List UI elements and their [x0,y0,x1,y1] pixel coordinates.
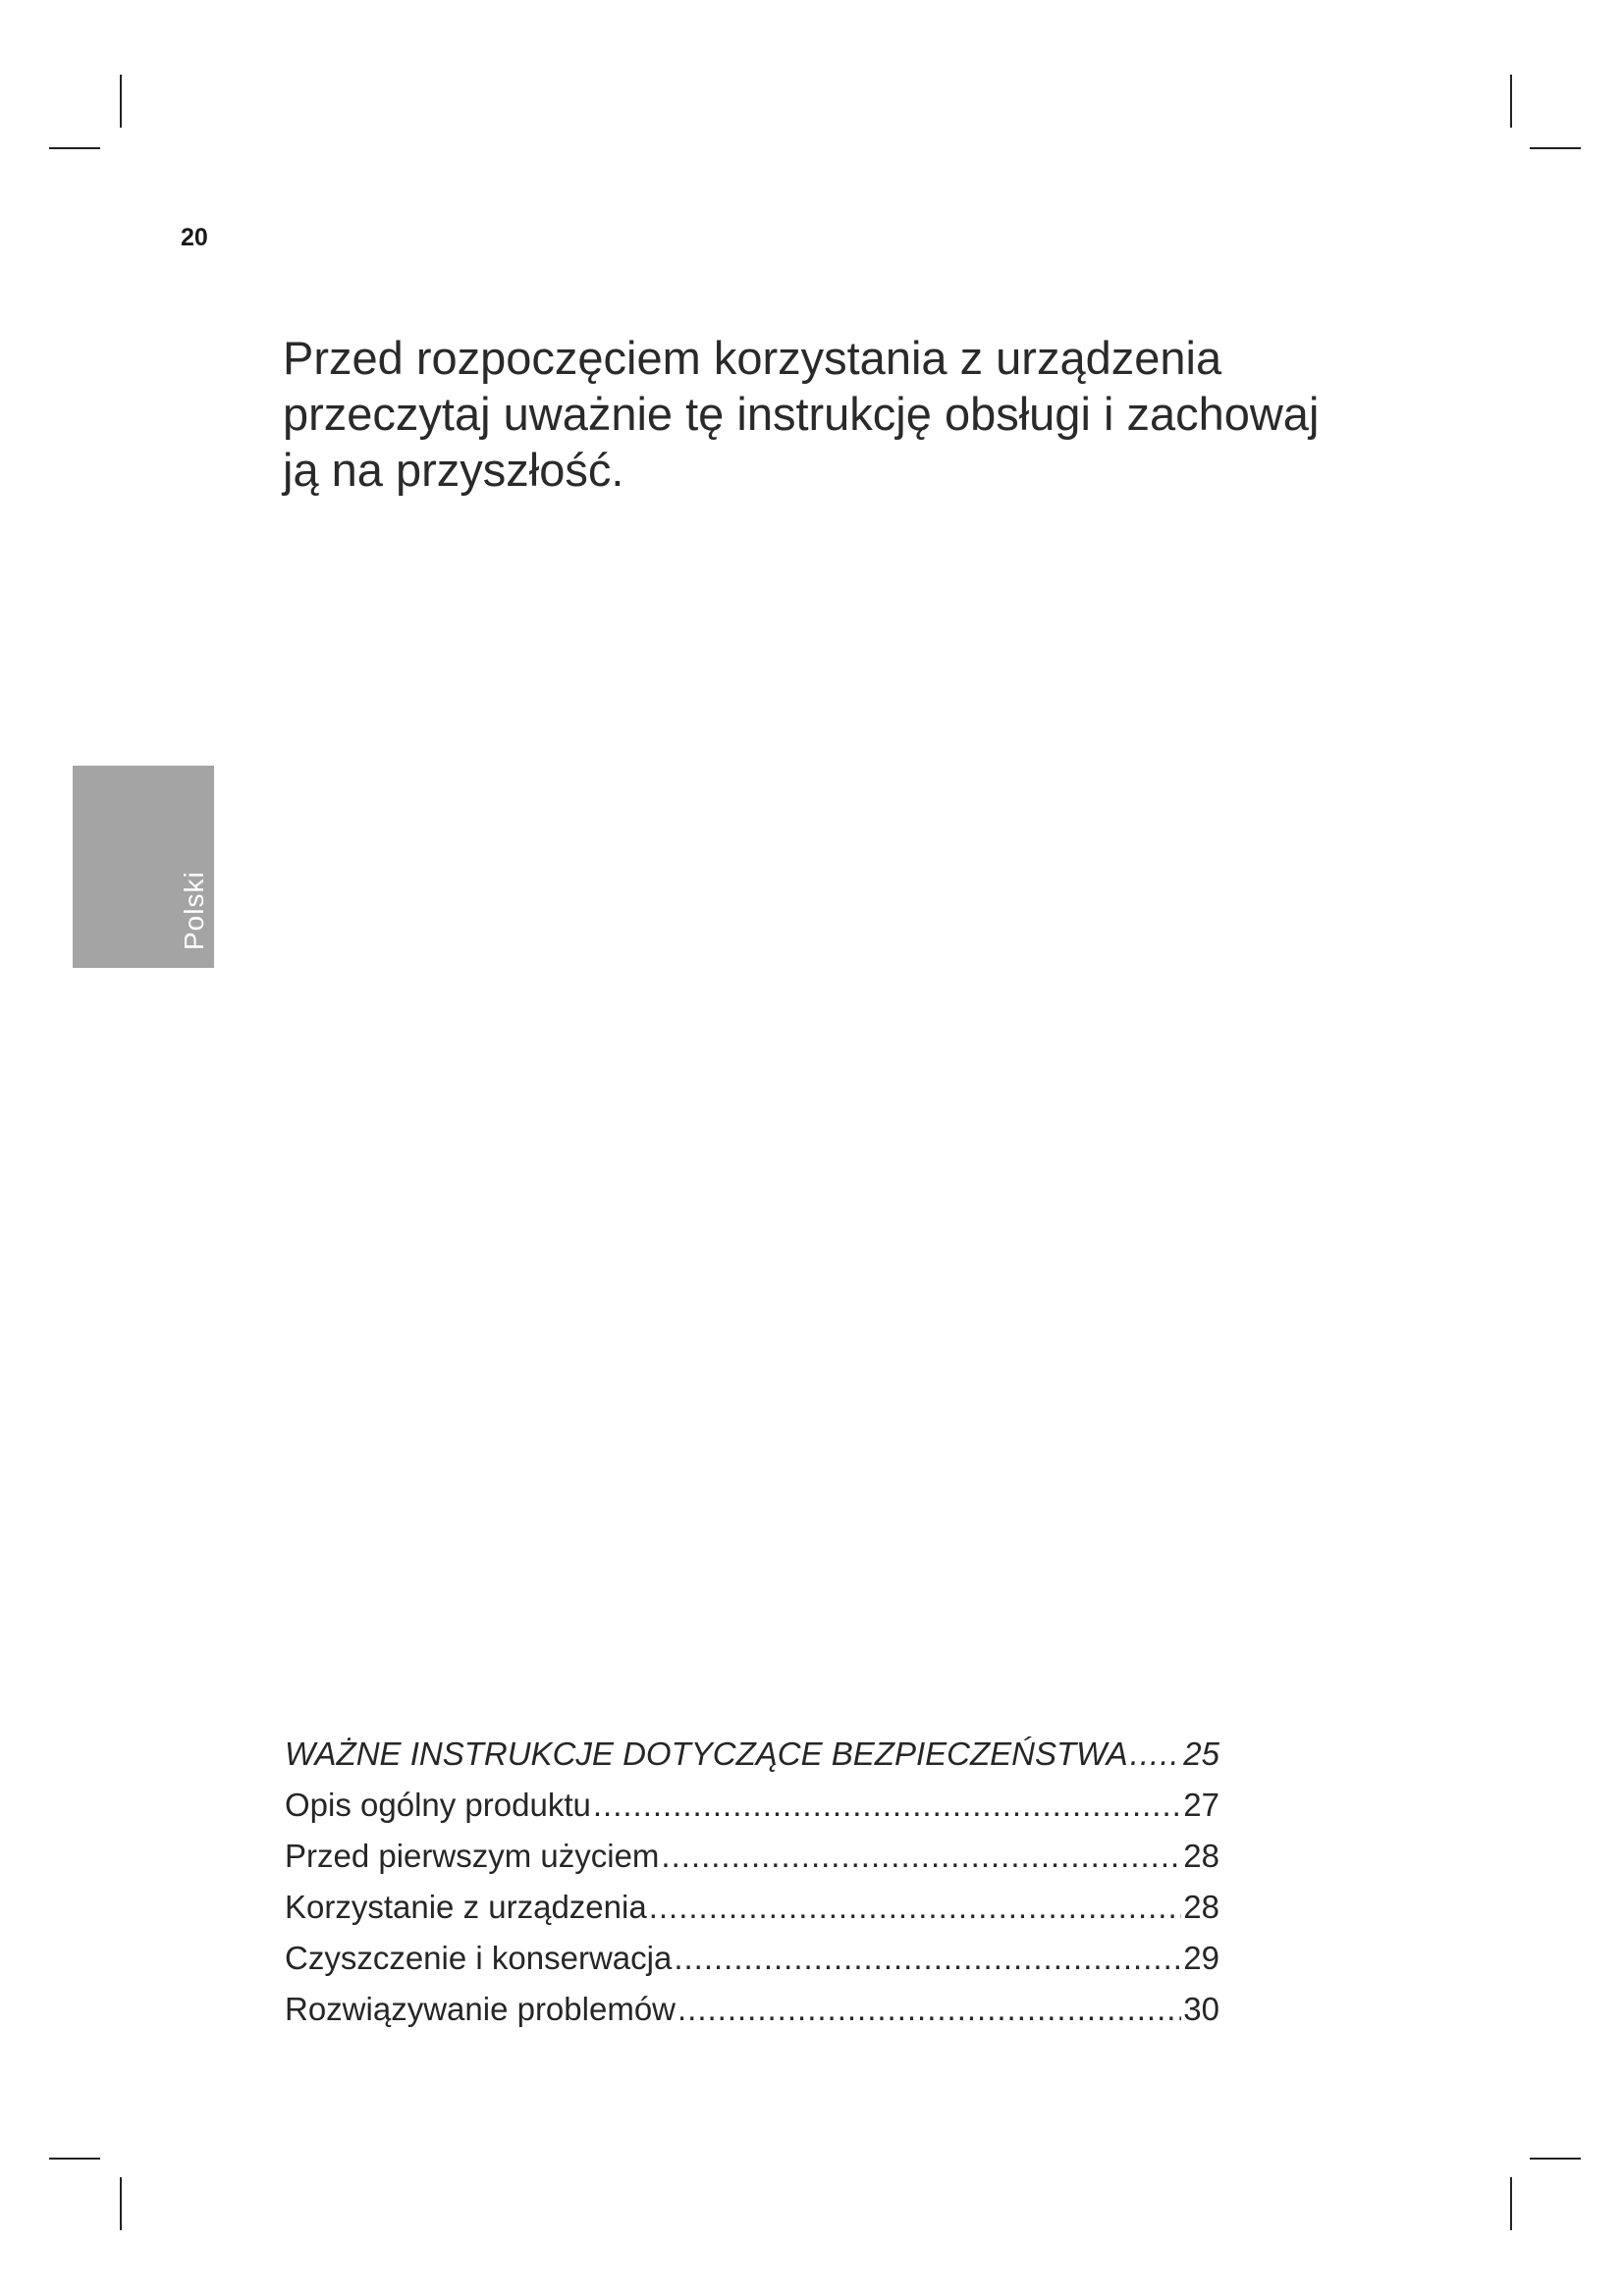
page-number: 20 [181,224,208,251]
intro-line: ją na przyszłość. [283,444,624,496]
crop-mark-top-left-horizontal [49,147,100,149]
toc-entry-cleaning[interactable] [285,1940,1219,1991]
toc-entry-page: 28 [1183,1838,1219,1874]
toc-entry-troubleshooting[interactable] [285,1991,1219,2042]
toc-leader-dots [649,1889,1182,1926]
toc-entry-label: WAŻNE INSTRUKCJE DOTYCZĄCE BEZPIECZEŃSTWA [285,1735,1128,1772]
crop-mark-bottom-left-horizontal [49,2158,100,2160]
intro-notice [283,330,1412,498]
toc-leader-dots [593,1787,1181,1824]
table-of-contents [285,1735,1219,2042]
toc-leader-dots [674,1940,1181,1977]
toc-leader-dots [677,1991,1181,2028]
toc-entry-label: Czyszczenie i konserwacja [285,1940,673,1976]
toc-entry-label: Opis ogólny produktu [285,1787,591,1823]
crop-mark-top-left-vertical [120,75,122,128]
intro-line: przeczytaj uważnie tę instrukcję obsługi i zachowaj [283,388,1320,440]
toc-entry-label: Przed pierwszym użyciem [285,1838,660,1874]
crop-mark-top-right-vertical [1510,75,1512,128]
toc-entry-label: Korzystanie z urządzenia [285,1889,647,1925]
toc-entry-usage[interactable] [285,1889,1219,1940]
toc-entry-label: Rozwiązywanie problemów [285,1991,676,2027]
crop-mark-bottom-left-vertical [120,2177,122,2230]
intro-line: Przed rozpoczęciem korzystania z urządzenia [283,332,1222,384]
toc-entry-page: 28 [1183,1889,1219,1925]
toc-entry-page: 25 [1183,1735,1219,1772]
toc-entry-page: 29 [1183,1940,1219,1976]
toc-entry-first-use[interactable] [285,1838,1219,1889]
toc-entry-page: 30 [1183,1991,1219,2027]
toc-entry-overview[interactable] [285,1787,1219,1838]
crop-mark-top-right-horizontal [1530,147,1581,149]
crop-mark-bottom-right-vertical [1510,2177,1512,2230]
toc-leader-dots [1130,1735,1182,1773]
language-tab-label: Polski [179,871,209,950]
toc-entry-page: 27 [1183,1787,1219,1823]
toc-leader-dots [661,1838,1181,1875]
toc-entry-safety[interactable] [285,1735,1219,1787]
crop-mark-bottom-right-horizontal [1530,2158,1581,2160]
